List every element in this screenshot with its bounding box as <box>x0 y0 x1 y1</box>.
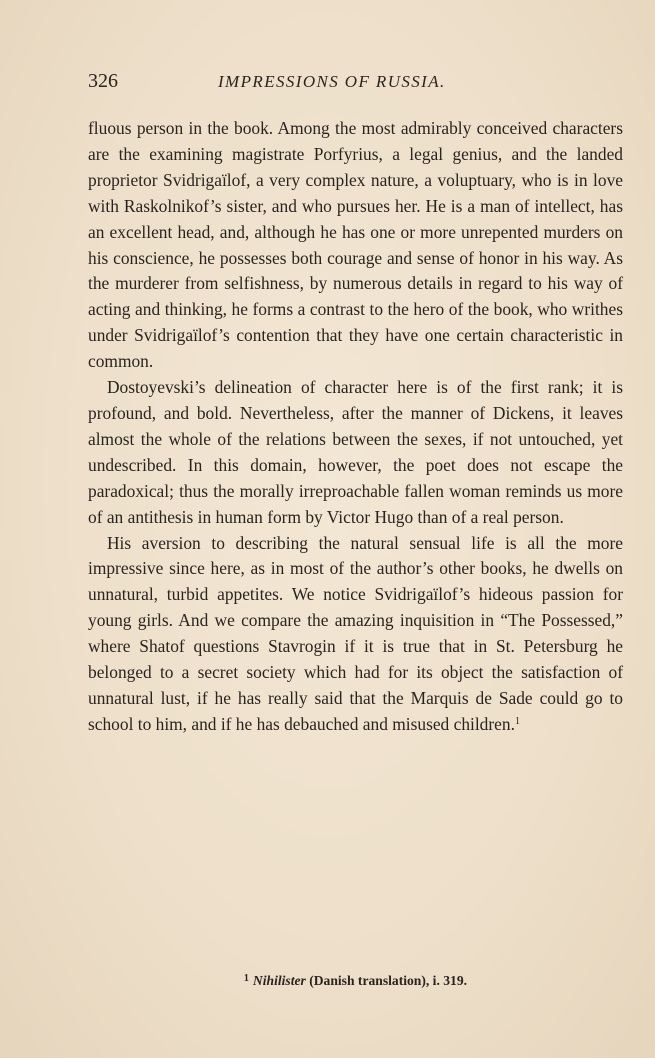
body-text <box>88 116 623 738</box>
footnote <box>88 973 623 989</box>
footnote-reference: 1 <box>514 715 520 727</box>
paragraph-2: Dostoyevski’s delineation of character here is of the first rank; it is profound, and bold. Nevertheless, after the manner of Dickens, it leaves almost the whole of the relations between the sexes, if not untouched, yet undescribed. In this domain, however, the poet does not escape the paradoxical; thus the morally irreproachable fallen woman reminds us more of an antithesis in human form by Victor Hugo than of a real person. <box>88 377 623 527</box>
page-header <box>88 70 624 96</box>
footnote-mark: 1 <box>243 973 249 984</box>
footnote-title: Nihilister <box>252 973 306 988</box>
paragraph-1: fluous person in the book. Among the most admirably conceived characters are the examining magistrate Porfyrius, a legal genius, and the landed proprietor Svidrigaïlof, a very complex nature, a voluptuary, who is in love with Raskolnikof’s sister, and who pursues her. He is a man of intellect, has an excellent head, and, although he has one or more unrepented murders on his conscience, he possesses both courage and sense of honor in his way. As the murderer from selfishness, by numerous details in regard to his way of acting and thinking, he forms a contrast to the hero of the book, who writhes under Svidrigaïlof’s contention that they have one certain characteristic in common. <box>88 118 623 372</box>
running-title: IMPRESSIONS OF RUSSIA. <box>218 72 446 91</box>
footnote-text: (Danish translation), i. 319. <box>305 973 468 988</box>
paragraph-3: His aversion to describing the natural sensual life is all the more impressive since here, as in most of the author’s other books, he dwells on unnatural, turbid appetites. We notice Svidrigaïlof’s hideous passion for young girls. And we compare the amazing inquisition in “The Possessed,” where Shatof questions Stavrogin if it is true that in St. Petersburg he belonged to a secret society which had for its object the satisfaction of unnatural lust, if he has really said that the Marquis de Sade could go to school to him, and if he has debauched and misused children.$^1$ <box>88 532 623 734</box>
page-number: 326 <box>88 70 118 92</box>
